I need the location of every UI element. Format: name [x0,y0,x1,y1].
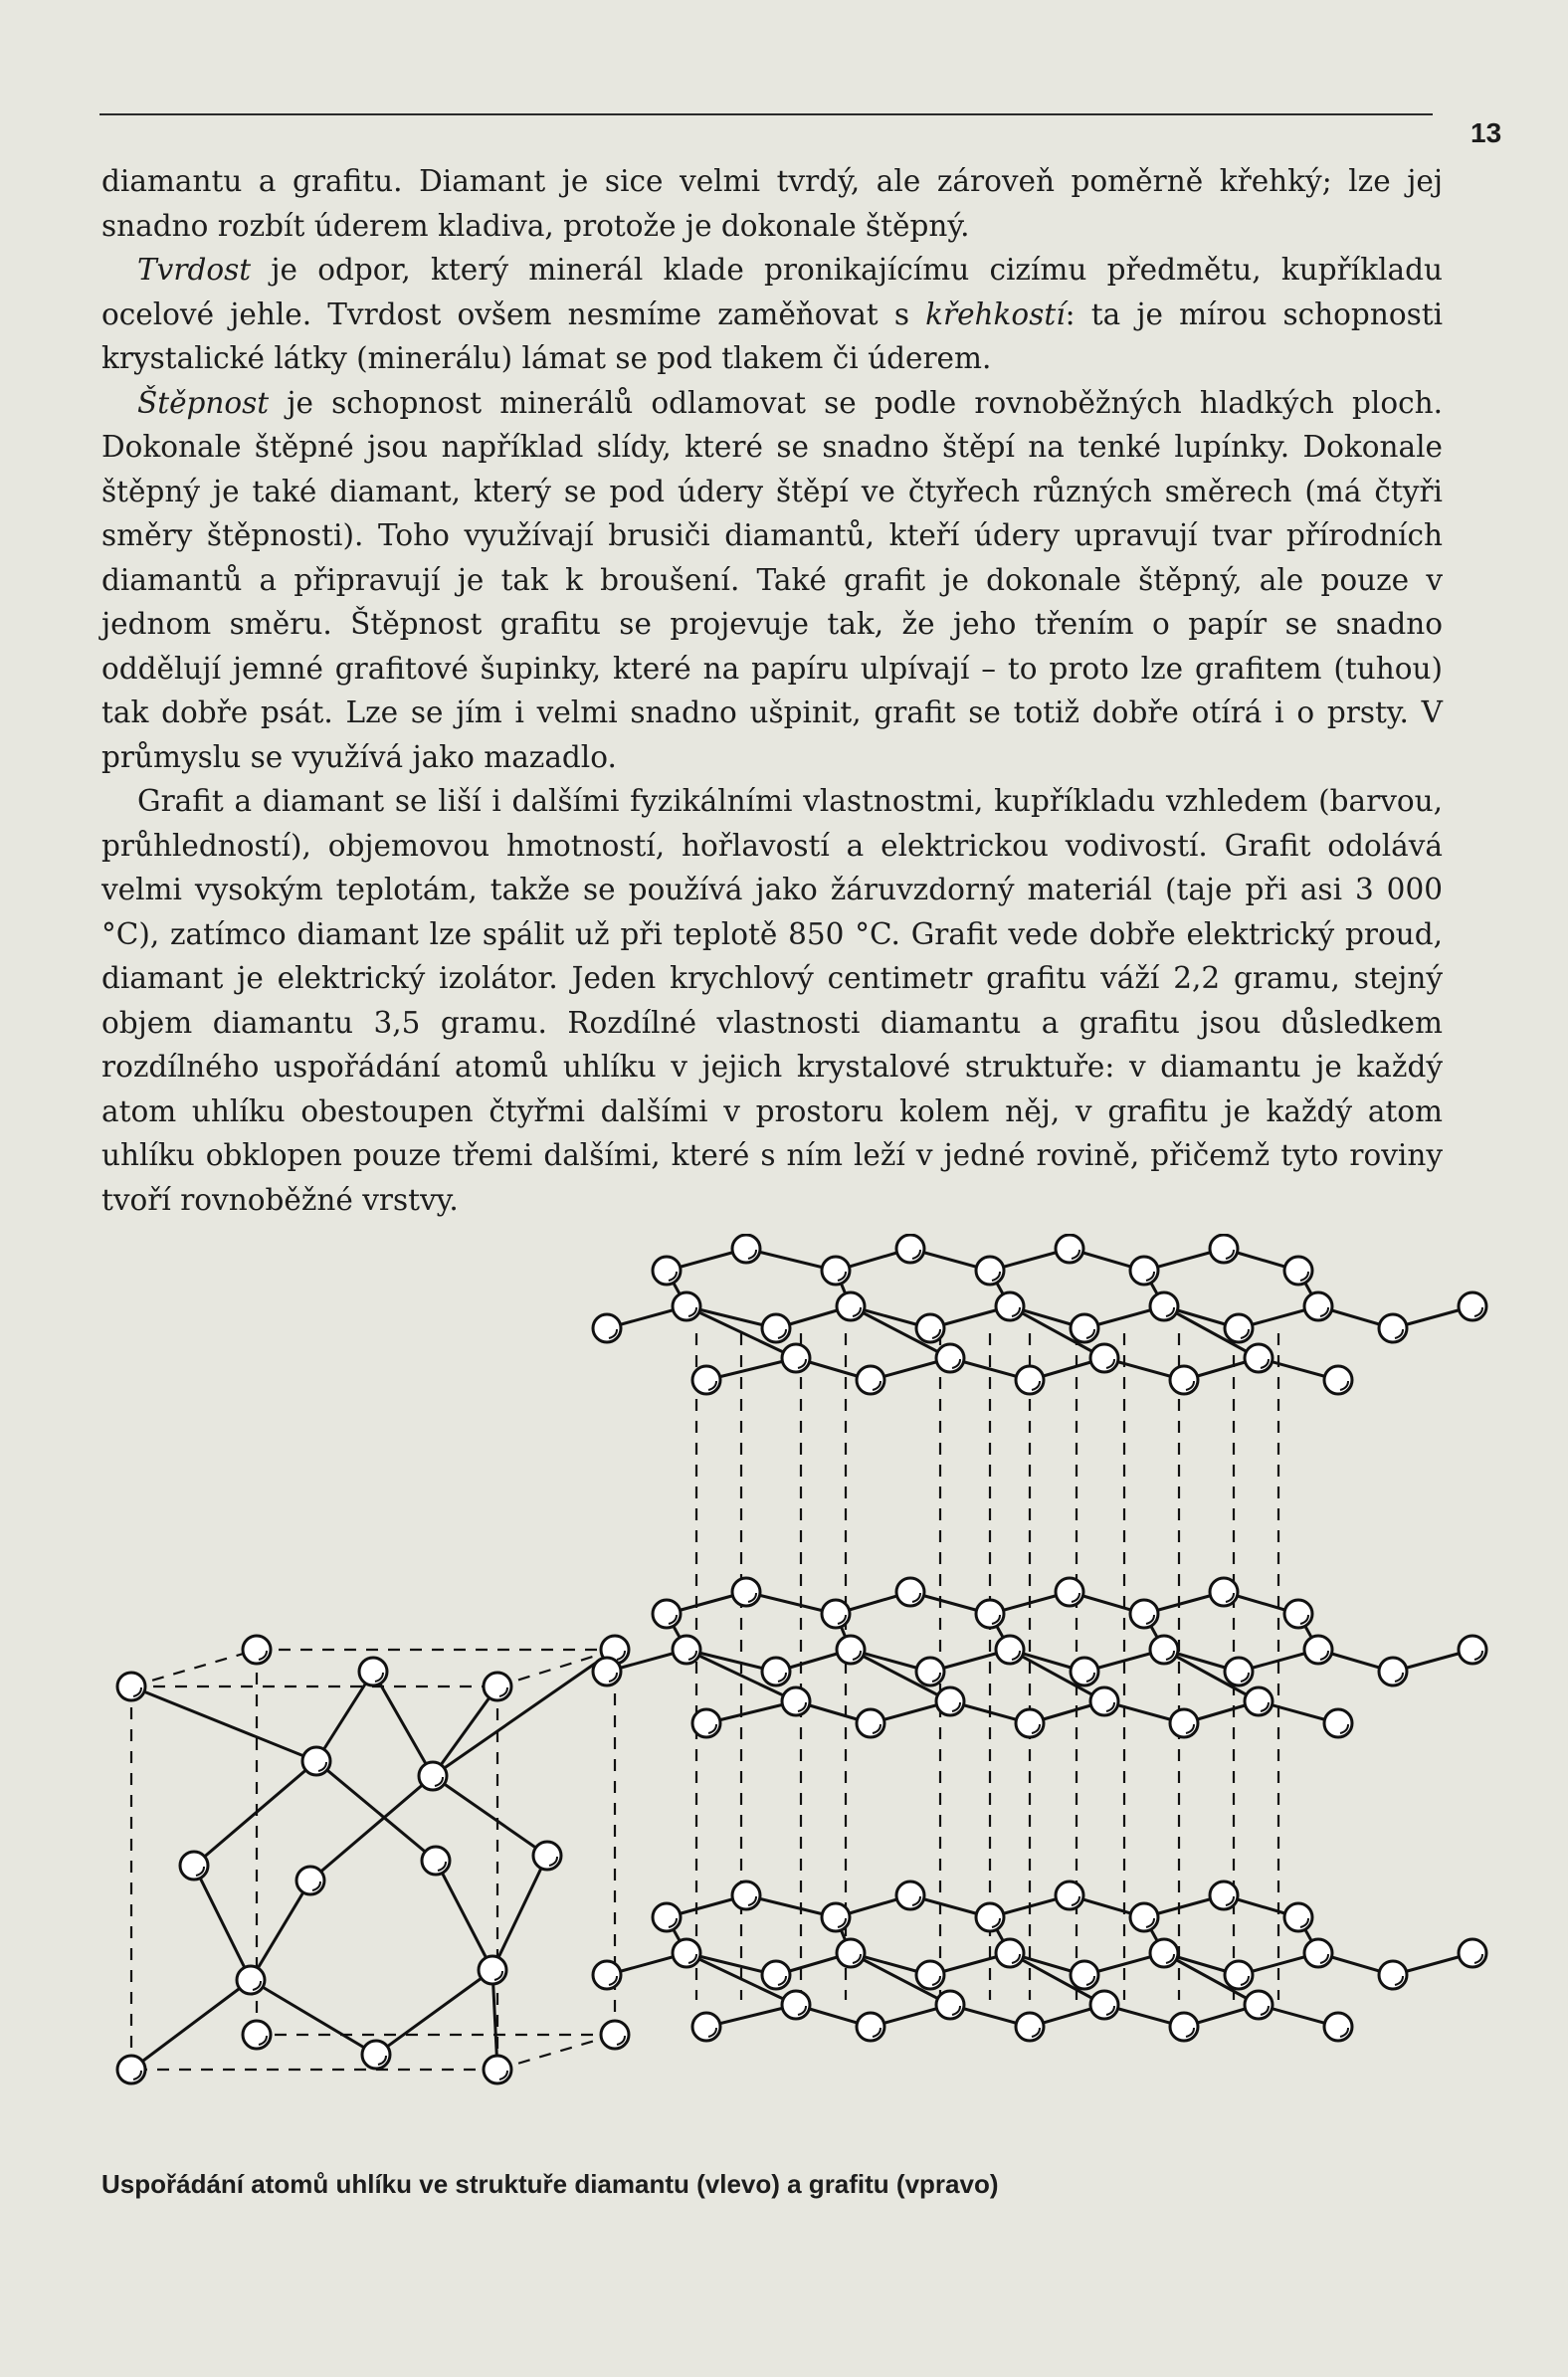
carbon-atom [1459,1939,1486,1967]
carbon-atom [996,1292,1024,1320]
atom-circle [936,1344,964,1372]
atom-circle [996,1939,1024,1967]
carbon-bond [436,1861,492,1970]
carbon-atom [782,1687,810,1715]
atom-circle [117,2056,145,2083]
paragraph-2-text-b: : ta je mírou schopnosti krystalické látky (minerálu) lámat se pod tlakem či úderem. [101,297,1444,375]
paragraph-1: diamantu a grafitu. Diamant je sice velmi tvrdý, ale zároveň poměrně křehký; lze jej snadno rozbít úderem kladiva, protože je dokonale štěpný. [101,164,1443,243]
carbon-atom [857,2013,884,2041]
carbon-atom [302,1747,330,1775]
atom-circle [1304,1939,1332,1967]
carbon-atom [1071,1658,1098,1685]
atom-circle [916,1658,944,1685]
atom-circle [296,1867,324,1894]
atom-circle [762,1658,790,1685]
atom-circle [732,1235,760,1263]
atom-circle [822,1903,850,1931]
carbon-atom [1324,1709,1352,1737]
carbon-atom [1150,1636,1178,1664]
carbon-atom [1056,1882,1083,1909]
carbon-bond [492,1856,547,1970]
atom-circle [1056,1882,1083,1909]
carbon-atom [673,1292,700,1320]
atom-circle [1016,1366,1044,1394]
atom-circle [936,1687,964,1715]
carbon-atom [976,1600,1004,1628]
carbon-atom [996,1636,1024,1664]
carbon-atom [1245,1344,1273,1372]
carbon-atom [936,1344,964,1372]
atom-circle [1225,1658,1253,1685]
carbon-atom [673,1636,700,1664]
atom-circle [692,1709,720,1737]
carbon-atom [653,1903,681,1931]
carbon-bond [131,1686,316,1761]
atom-circle [1210,1882,1238,1909]
term-stepnost: Štěpnost [137,385,270,420]
carbon-atom [1225,1314,1253,1342]
carbon-atom [359,1658,387,1685]
atom-circle [1284,1903,1312,1931]
atom-circle [1170,1709,1198,1737]
atom-circle [653,1257,681,1285]
atom-circle [593,1961,621,1989]
atom-circle [1150,1939,1178,1967]
atom-circle [117,1673,145,1700]
carbon-atom [1210,1882,1238,1909]
carbon-atom [1071,1314,1098,1342]
atom-circle [1090,1687,1118,1715]
atom-circle [936,1991,964,2019]
atom-circle [422,1847,450,1875]
carbon-atom [732,1235,760,1263]
atom-circle [976,1257,1004,1285]
carbon-atom [653,1600,681,1628]
carbon-atom [896,1235,924,1263]
atom-circle [732,1882,760,1909]
term-krehkost: křehkostí [925,297,1066,331]
carbon-atom [117,2056,145,2083]
carbon-atom [782,1991,810,2019]
carbon-atom [976,1903,1004,1931]
carbon-atom [916,1658,944,1685]
carbon-atom [837,1939,865,1967]
carbon-atom [692,1709,720,1737]
carbon-atom [1225,1658,1253,1685]
atom-circle [673,1636,700,1664]
atom-circle [1210,1578,1238,1606]
paragraph-3-text: je schopnost minerálů odlamovat se podle rovnoběžných hladkých ploch. Dokonale štěpné jsou například slídy, které se snadno štěpí na tenké lupínky. Dokonale štěpný je také diamant, který se pod údery štěpí ve čtyřech různých směrech (má čtyři směry štěpnosti). Toho využívají brusiči diamantů, kteří údery upravují tvar přírodních diamantů a připravují je tak k broušení. Také grafit je dokonale štěpný, ale pouze v jednom směru. Štěpnost grafitu se projevuje tak, že jeho třením o papír se snadno oddělují jemné grafitové šupinky, které na papíru ulpívají – to proto lze grafitem (tuhou) tak dobře psát. Lze se jím i velmi snadno ušpinit, grafit se totiž dobře otírá i o prsty. V průmyslu se využívá jako mazadlo. [101,385,1443,774]
carbon-atom [916,1314,944,1342]
carbon-atom [1284,1257,1312,1285]
atom-circle [857,1366,884,1394]
carbon-atom [1016,1366,1044,1394]
atom-circle [1170,1366,1198,1394]
atom-circle [1324,1366,1352,1394]
carbon-bond [251,1980,376,2055]
carbon-bond [376,1970,492,2055]
carbon-atom [732,1578,760,1606]
carbon-atom [484,2056,511,2083]
carbon-atom [1304,1636,1332,1664]
unit-cell-edge [497,2035,615,2070]
carbon-atom [837,1292,865,1320]
carbon-atom [1210,1235,1238,1263]
carbon-atom [1379,1961,1407,1989]
carbon-atom [296,1867,324,1894]
atom-circle [362,2041,390,2069]
carbon-atom [1379,1314,1407,1342]
carbon-atom [117,1673,145,1700]
carbon-atom [1056,1578,1083,1606]
atom-circle [1324,2013,1352,2041]
carbon-atom [896,1578,924,1606]
carbon-bond [433,1776,547,1856]
carbon-atom [1459,1292,1486,1320]
atom-circle [533,1842,561,1870]
atom-circle [1284,1600,1312,1628]
carbon-atom [837,1636,865,1664]
carbon-atom [1016,2013,1044,2041]
atom-circle [837,1292,865,1320]
paragraph-3 [101,381,1443,780]
carbon-atom [822,1600,850,1628]
carbon-atom [593,1314,621,1342]
carbon-bond [433,1650,615,1776]
atom-circle [484,2056,511,2083]
atom-circle [243,2021,271,2049]
carbon-atom [692,1366,720,1394]
carbon-atom [1245,1687,1273,1715]
atom-circle [857,1709,884,1737]
atom-circle [896,1882,924,1909]
carbon-bond [433,1686,497,1776]
carbon-atom [593,1961,621,1989]
carbon-atom [1071,1961,1098,1989]
atom-circle [976,1600,1004,1628]
atom-circle [484,1673,511,1700]
atom-circle [601,2021,629,2049]
atom-circle [1304,1636,1332,1664]
graphite-layer-top [593,1235,1486,1394]
atom-circle [1090,1991,1118,2019]
atom-circle [996,1292,1024,1320]
atom-circle [653,1903,681,1931]
carbon-atom [1459,1636,1486,1664]
atom-circle [896,1235,924,1263]
carbon-atom [857,1709,884,1737]
carbon-atom [237,1966,265,1994]
paragraph-2 [101,248,1443,381]
carbon-atom [1090,1344,1118,1372]
atom-circle [1150,1292,1178,1320]
atom-circle [692,2013,720,2041]
carbon-atom [1324,1366,1352,1394]
atom-circle [419,1762,447,1790]
atom-circle [1056,1235,1083,1263]
atom-circle [782,1344,810,1372]
carbon-atom [1150,1292,1178,1320]
carbon-structures-figure [80,1234,1492,2109]
atom-circle [976,1903,1004,1931]
atom-circle [237,1966,265,1994]
carbon-atom [362,2041,390,2069]
atom-circle [1071,1658,1098,1685]
atom-circle [1130,1600,1158,1628]
atom-circle [916,1314,944,1342]
carbon-atom [422,1847,450,1875]
carbon-atom [936,1687,964,1715]
carbon-atom [180,1852,208,1880]
atom-circle [479,1956,506,1984]
unit-cell-edge [131,1650,257,1686]
carbon-atom [976,1257,1004,1285]
carbon-atom [419,1762,447,1790]
carbon-atom [533,1842,561,1870]
graphite-layer-bottom [593,1882,1486,2041]
atom-circle [1016,2013,1044,2041]
atom-circle [1210,1235,1238,1263]
body-text [101,159,1443,1222]
atom-circle [302,1747,330,1775]
atom-circle [1130,1903,1158,1931]
carbon-bond [251,1881,310,1980]
atom-circle [1379,1658,1407,1685]
atom-circle [180,1852,208,1880]
header-rule [99,113,1433,115]
carbon-atom [1170,1366,1198,1394]
carbon-bond [194,1866,251,1980]
page-number: 13 [1470,117,1502,148]
carbon-atom [1284,1903,1312,1931]
atom-circle [782,1687,810,1715]
carbon-atom [673,1939,700,1967]
carbon-atom [896,1882,924,1909]
carbon-atom [1090,1687,1118,1715]
atom-circle [1459,1939,1486,1967]
atom-circle [653,1600,681,1628]
atom-circle [1245,1991,1273,2019]
carbon-atom [601,2021,629,2049]
carbon-atom [653,1257,681,1285]
carbon-atom [1304,1292,1332,1320]
carbon-atom [1284,1600,1312,1628]
carbon-atom [732,1882,760,1909]
carbon-atom [916,1961,944,1989]
atom-circle [1150,1636,1178,1664]
carbon-bond [310,1776,433,1881]
atom-circle [857,2013,884,2041]
carbon-atom [762,1961,790,1989]
atom-circle [1459,1292,1486,1320]
carbon-atom [822,1903,850,1931]
atom-circle [1304,1292,1332,1320]
carbon-bond [316,1672,373,1761]
carbon-atom [1225,1961,1253,1989]
atom-circle [1324,1709,1352,1737]
atom-circle [1130,1257,1158,1285]
graphite-structure-diagram [593,1235,1486,2041]
atom-circle [1225,1961,1253,1989]
atom-circle [916,1961,944,1989]
carbon-atom [1245,1991,1273,2019]
atom-circle [1459,1636,1486,1664]
paragraph-2-text-a: je odpor, který minerál klade pronikajícímu cizímu předmětu, kupříkladu ocelové jehle. Tvrdost ovšem nesmíme zaměňovat s [101,253,1443,331]
figure-caption: Uspořádání atomů uhlíku ve struktuře diamantu (vlevo) a grafitu (vpravo) [101,2169,999,2199]
carbon-atom [1379,1658,1407,1685]
atom-circle [243,1636,271,1664]
carbon-atom [857,1366,884,1394]
paragraph-4: Grafit a diamant se liší i dalšími fyzikálními vlastnostmi, kupříkladu vzhledem (barvou, průhledností), objemovou hmotností, hořlavostí a elektrickou vodivostí. Grafit odolává velmi vysokým teplotám, takže se používá jako žáruvzdorný materiál (taje při asi 3 000 °C), zatímco diamant lze spálit už při teplotě 850 °C. Grafit vede dobře elektrický proud, diamant je elektrický izolátor. Jeden krychlový centimetr grafitu váží 2,2 gramu, stejný objem diamantu 3,5 gramu. Rozdílné vlastnosti diamantu a grafitu jsou důsledkem rozdílného uspořádání atomů uhlíku v jejich krystalové struktuře: v diamantu je každý atom uhlíku obestoupen čtyřmi dalšími v prostoru kolem něj, v grafitu je každý atom uhlíku obklopen pouze třemi dalšími, které s ním leží v jedné rovině, přičemž tyto roviny tvoří rovnoběžné vrstvy. [101,784,1443,1217]
carbon-atom [996,1939,1024,1967]
carbon-atom [1016,1709,1044,1737]
graphite-layer-middle [593,1578,1486,1737]
atom-circle [732,1578,760,1606]
carbon-atom [593,1658,621,1685]
carbon-atom [1210,1578,1238,1606]
atom-circle [837,1939,865,1967]
term-tvrdost: Tvrdost [137,253,252,287]
atom-circle [1071,1961,1098,1989]
atom-circle [692,1366,720,1394]
carbon-atom [1056,1235,1083,1263]
carbon-atom [762,1658,790,1685]
carbon-atom [782,1344,810,1372]
atom-circle [1379,1961,1407,1989]
atom-circle [359,1658,387,1685]
atom-circle [593,1658,621,1685]
carbon-atom [936,1991,964,2019]
carbon-atom [1090,1991,1118,2019]
carbon-atom [243,2021,271,2049]
atom-circle [593,1314,621,1342]
atom-circle [782,1991,810,2019]
atom-circle [822,1257,850,1285]
atom-circle [1379,1314,1407,1342]
atom-circle [1071,1314,1098,1342]
atom-circle [673,1939,700,1967]
atom-circle [1170,2013,1198,2041]
carbon-atom [762,1314,790,1342]
atom-circle [837,1636,865,1664]
atom-circle [1225,1314,1253,1342]
diamond-structure-diagram [117,1636,629,2083]
atom-circle [1056,1578,1083,1606]
carbon-atom [1170,1709,1198,1737]
carbon-atom [479,1956,506,1984]
carbon-atom [1130,1903,1158,1931]
atom-circle [1016,1709,1044,1737]
atom-circle [1090,1344,1118,1372]
carbon-atom [1170,2013,1198,2041]
carbon-atom [484,1673,511,1700]
carbon-bond [194,1761,316,1866]
atom-circle [822,1600,850,1628]
atom-circle [1284,1257,1312,1285]
carbon-atom [1130,1257,1158,1285]
carbon-atom [243,1636,271,1664]
carbon-bond [131,1980,251,2070]
atom-circle [896,1578,924,1606]
atom-circle [996,1636,1024,1664]
atom-circle [673,1292,700,1320]
carbon-atom [822,1257,850,1285]
carbon-atom [1130,1600,1158,1628]
atom-circle [762,1961,790,1989]
carbon-atom [1150,1939,1178,1967]
carbon-atom [1304,1939,1332,1967]
atom-circle [1245,1687,1273,1715]
carbon-atom [1324,2013,1352,2041]
atom-circle [762,1314,790,1342]
carbon-atom [692,2013,720,2041]
atom-circle [1245,1344,1273,1372]
